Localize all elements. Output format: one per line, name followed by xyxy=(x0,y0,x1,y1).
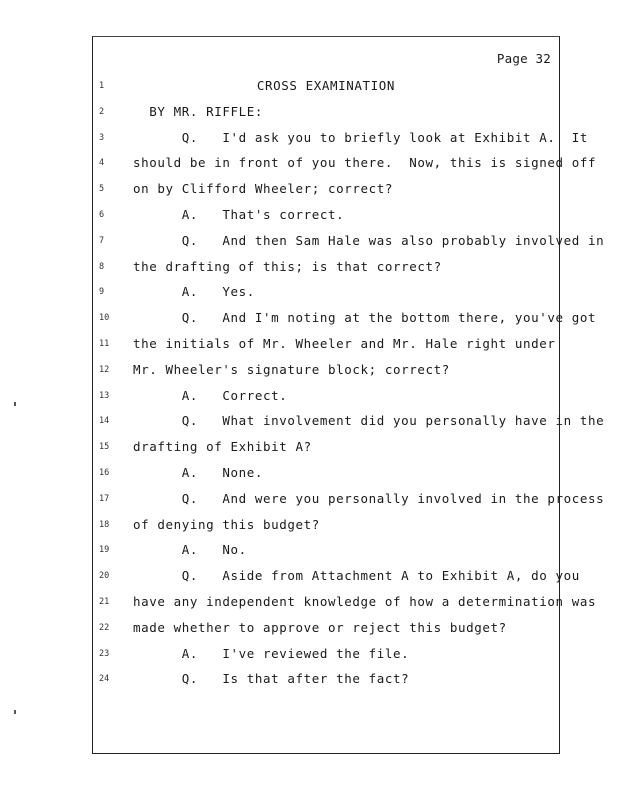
line-text: should be in front of you there. Now, this is signed off xyxy=(133,155,597,171)
transcript-line xyxy=(93,515,559,535)
transcript-line xyxy=(93,437,559,457)
transcript-line xyxy=(93,102,559,122)
line-text: A. I've reviewed the file. xyxy=(133,645,410,661)
line-text: Q. Is that after the fact? xyxy=(133,671,410,687)
line-number: 16 xyxy=(99,468,110,478)
transcript-line xyxy=(93,618,559,638)
transcript-line xyxy=(93,308,597,328)
line-text: Q. What involvement did you personally have in the xyxy=(133,413,605,429)
transcript-line xyxy=(93,592,597,612)
transcript-line xyxy=(93,669,559,689)
transcript-line xyxy=(93,386,559,406)
line-text: have any independent knowledge of how a determination was xyxy=(133,594,597,609)
line-text: on by Clifford Wheeler; correct? xyxy=(133,181,394,197)
line-number: 14 xyxy=(99,416,110,427)
line-number: 4 xyxy=(99,158,105,169)
line-number: 7 xyxy=(99,235,105,246)
line-number: 18 xyxy=(99,519,110,530)
transcript-line xyxy=(93,205,559,225)
line-number: 6 xyxy=(99,210,105,220)
line-text: Q. And I'm noting at the bottom there, you've got xyxy=(133,310,597,326)
transcript-line xyxy=(93,566,580,586)
line-text: A. Correct. xyxy=(133,387,288,403)
line-number: 17 xyxy=(99,493,110,504)
transcript-line xyxy=(93,76,559,96)
line-text: Q. And then Sam Hale was also probably involved in xyxy=(133,232,605,248)
line-number: 3 xyxy=(99,132,105,143)
margin-mark xyxy=(14,710,16,714)
line-text: A. That's correct. xyxy=(133,207,345,222)
transcript-line xyxy=(93,644,559,664)
transcript-line xyxy=(93,540,559,560)
transcript-line xyxy=(93,463,559,483)
line-number: 9 xyxy=(99,287,105,298)
line-number: 11 xyxy=(99,339,110,349)
line-text: A. No. xyxy=(133,542,247,558)
line-number: 10 xyxy=(99,313,110,324)
transcript-line xyxy=(93,128,589,148)
line-text: CROSS EXAMINATION xyxy=(256,78,396,93)
transcript-line xyxy=(93,231,605,251)
line-number: 12 xyxy=(99,364,110,375)
line-number: 23 xyxy=(99,648,110,659)
line-text: the initials of Mr. Wheeler and Mr. Hale right under xyxy=(133,336,556,351)
line-number: 2 xyxy=(99,106,105,117)
line-text: drafting of Exhibit A? xyxy=(133,439,312,455)
transcript-line xyxy=(93,282,559,302)
transcript-line xyxy=(93,179,559,199)
line-text: of denying this budget? xyxy=(133,516,320,532)
line-number: 13 xyxy=(99,390,110,401)
transcript-page xyxy=(92,36,605,754)
page-number: Page 32 xyxy=(496,51,551,66)
transcript-line xyxy=(93,360,559,380)
line-number: 20 xyxy=(99,571,110,582)
line-text: A. None. xyxy=(133,465,264,480)
transcript-line xyxy=(93,334,559,354)
line-number: 24 xyxy=(99,674,110,685)
margin-mark xyxy=(14,402,16,406)
line-text: A. Yes. xyxy=(133,284,255,300)
line-number: 21 xyxy=(99,597,110,607)
line-text: Q. And were you personally involved in the process xyxy=(133,490,605,506)
line-text: BY MR. RIFFLE: xyxy=(133,103,264,119)
line-number: 22 xyxy=(99,622,110,633)
transcript-line xyxy=(93,257,559,277)
line-number: 15 xyxy=(99,442,110,453)
line-text: Mr. Wheeler's signature block; correct? xyxy=(133,361,450,377)
line-text: Q. I'd ask you to briefly look at Exhibit A. It xyxy=(133,129,589,145)
line-number: 1 xyxy=(99,81,105,91)
transcript-line xyxy=(93,489,605,509)
line-number: 5 xyxy=(99,184,105,195)
transcript-line xyxy=(93,411,605,431)
transcript-line xyxy=(93,153,597,173)
line-text: the drafting of this; is that correct? xyxy=(133,258,442,274)
line-text: Q. Aside from Attachment A to Exhibit A, do you xyxy=(133,568,580,584)
line-number: 19 xyxy=(99,545,110,556)
line-number: 8 xyxy=(99,261,105,272)
line-text: made whether to approve or reject this budget? xyxy=(133,619,507,635)
